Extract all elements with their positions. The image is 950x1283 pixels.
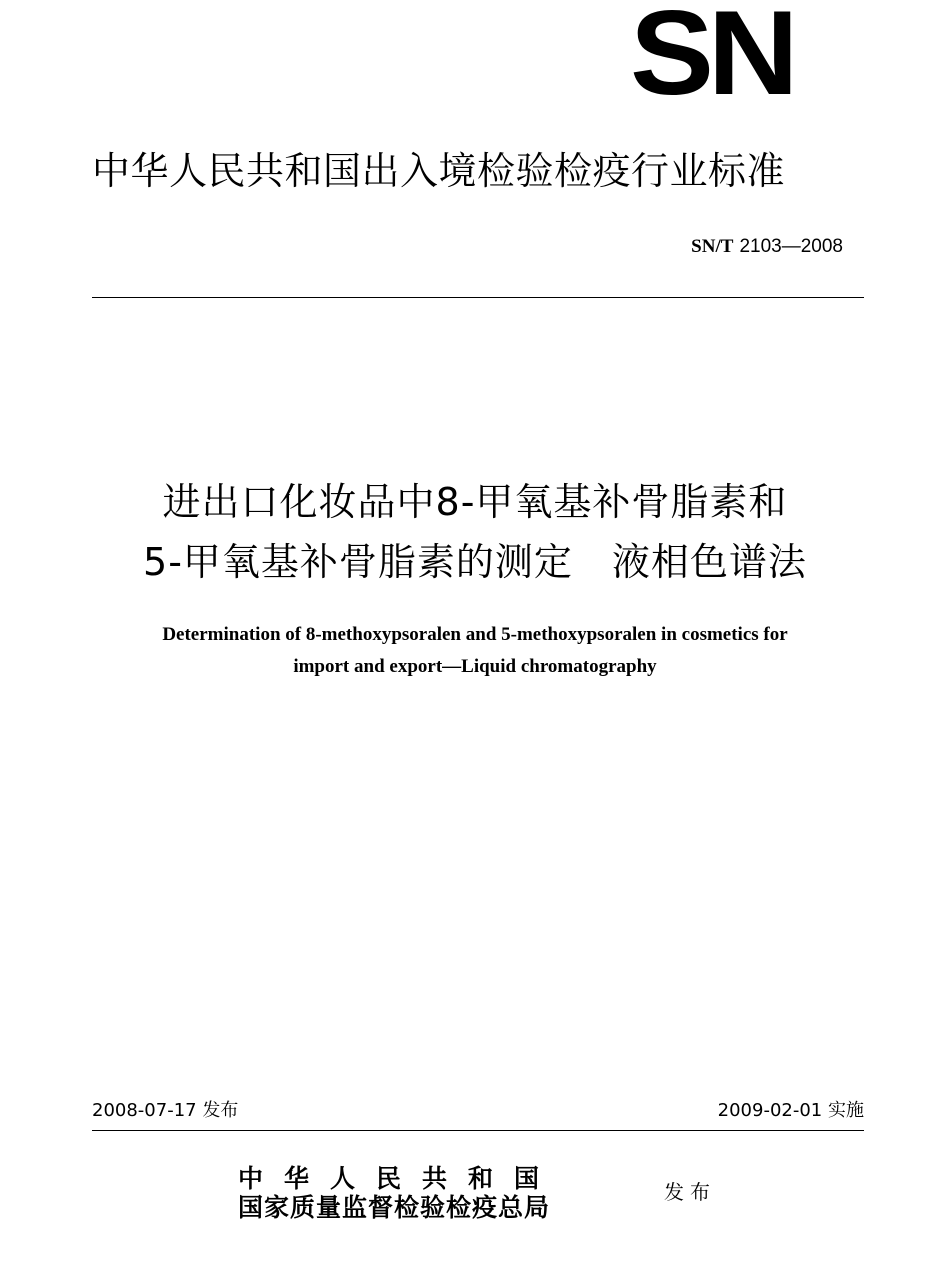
issuer-block — [238, 1164, 560, 1222]
issuer-publish-label: 发布 — [664, 1180, 716, 1204]
top-divider — [92, 297, 864, 298]
chinese-title-line-1: 进出口化妆品中8-甲氧基补骨脂素和 — [162, 480, 788, 524]
issuer-agency: 国家质量监督检验检疫总局 — [238, 1193, 551, 1222]
sn-logo: SN — [630, 4, 793, 102]
standard-code: 2103—2008 — [739, 236, 843, 257]
issuer-country: 中华人民共和国 — [238, 1164, 561, 1193]
english-title-line-2: import and export—Liquid chromatography — [293, 656, 657, 677]
issuing-body-title: 中华人民共和国出入境检验检疫行业标准 — [92, 149, 786, 193]
english-title-line-1: Determination of 8-methoxypsoralen and 5-methoxypsoralen in cosmetics for — [162, 624, 788, 645]
implementation-date: 2009-02-01 实施 — [717, 1100, 864, 1121]
issue-date: 2008-07-17 发布 — [92, 1100, 239, 1121]
chinese-title-line-2: 5-甲氧基补骨脂素的测定 液相色谱法 — [143, 540, 807, 584]
standard-prefix: SN/T — [691, 236, 734, 257]
standard-number — [691, 233, 843, 260]
bottom-divider — [92, 1130, 864, 1131]
